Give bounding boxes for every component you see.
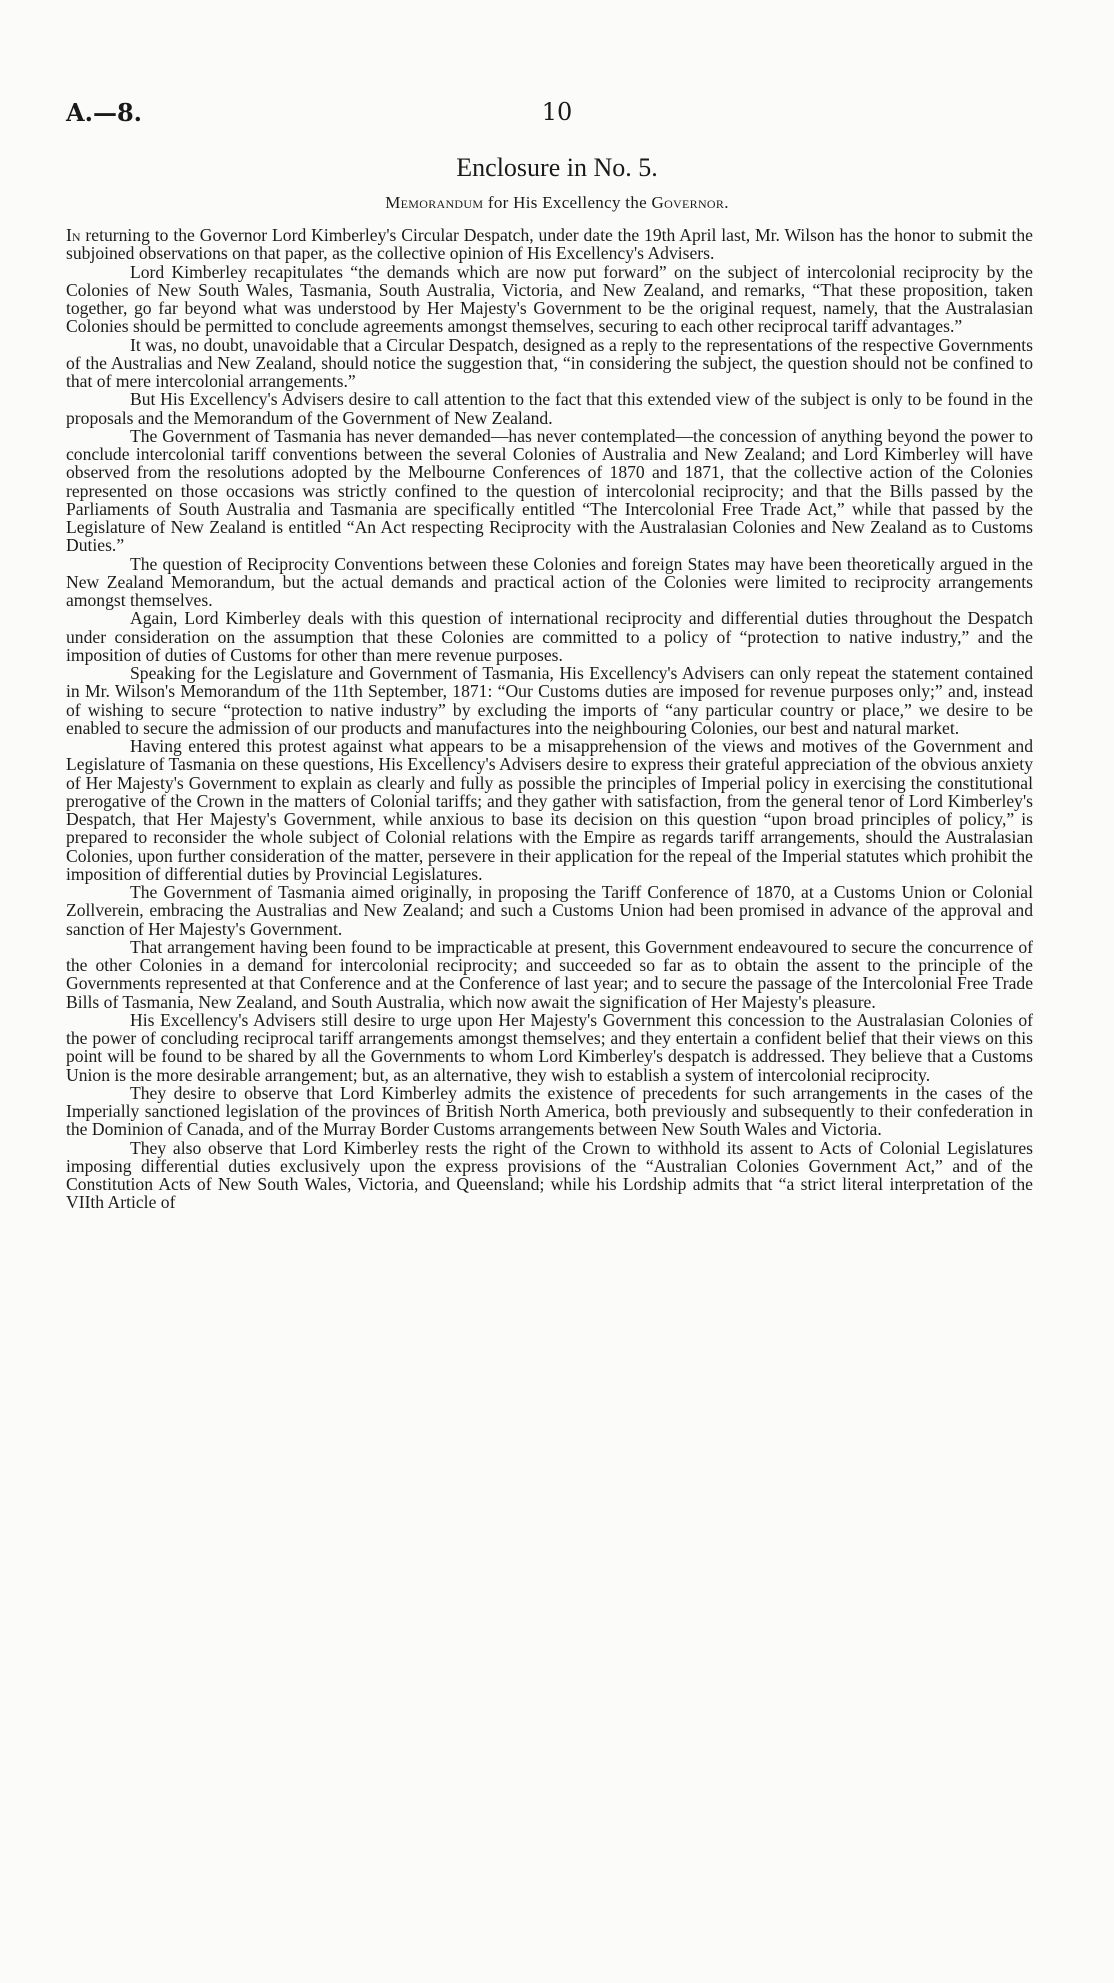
memo-heading (0, 193, 1114, 213)
paragraph: They also observe that Lord Kimberley rests the right of the Crown to withhold its assent to Acts of Colonial Legislatures imposing differential duties exclusively upon the express provisions of the “Australian Colonies Government Act,” and of the Constitution Acts of New South Wales, Victoria, and Queensland; while his Lordship admits that “a strict literal interpretation of the VIIth Article of (66, 1137, 1033, 1213)
enclosure-title: Enclosure in No. 5. (456, 153, 658, 182)
page-header (66, 98, 1048, 128)
paragraph: Again, Lord Kimberley deals with this question of international reciprocity and differential duties throughout the Despatch under consideration on the assumption that these Colonies are committed to a policy of “protection to native industry,” and the imposition of duties of Customs for other than mere revenue purposes. (66, 608, 1033, 665)
paragraph: They desire to observe that Lord Kimberley admits the existence of precedents for such arrangements in the cases of the Imperially sanctioned legislation of the provinces of British North America, both previously and subsequently to their confederation in the Dominion of Canada, and of the Murray Border Customs arrangements between New South Wales and Victoria. (66, 1082, 1033, 1140)
paragraph: It was, no doubt, unavoidable that a Circular Despatch, designed as a reply to the representations of the respective Governments of the Australias and New Zealand, should notice the suggestion that, “in considering the subject, the question should not be confined to that of mere intercolonial arrangements.” (66, 334, 1033, 391)
memo-heading-period: . (724, 193, 729, 212)
paragraph: But His Excellency's Advisers desire to call attention to the fact that this extended view of the subject is only to be found in the proposals and the Memorandum of the Government of New Zealand. (66, 389, 1033, 428)
memo-heading-addressee: for His Excellency the (483, 193, 652, 212)
paragraph: The question of Reciprocity Conventions between these Colonies and foreign States may have been theoretically argued in the New Zealand Memorandum, but the actual demands and practical action of the Colonies were limited to reciprocity arrangements amongst themselves. (66, 553, 1033, 610)
paragraph-text: returning to the Governor Lord Kimberley's Circular Despatch, under date the 19th April last, Mr. Wilson has the honor to submit the subjoined observations on that paper, as the collective opinion of His Excellency's Advisers. (66, 225, 1033, 264)
memo-heading-governor: Governor (651, 193, 725, 212)
paragraph: That arrangement having been found to be impracticable at present, this Government endeavoured to secure the concurrence of the other Colonies in a demand for intercolonial reciprocity; and succeeded so far as to obtain the assent to the principle of the Governments represented at that Conference and at the Conference of last year; and to secure the passage of the Intercolonial Free Trade Bills of Tasmania, New Zealand, and South Australia, which now await the signification of Her Majesty's pleasure. (66, 936, 1033, 1012)
paragraph: His Excellency's Advisers still desire to urge upon Her Majesty's Government this concession to the Australasian Colonies of the power of concluding reciprocal tariff arrangements amongst themselves; and they entertain a confident belief that their views on this point will be found to be shared by all the Governments to whom Lord Kimberley's despatch is addressed. They believe that a Customs Union is the more desirable arrangement; but, as an alternative, they wish to establish a system of intercolonial reciprocity. (66, 1009, 1033, 1085)
paragraph-lead-word: In (66, 225, 81, 245)
page-number: 10 (541, 98, 573, 126)
memo-body (66, 226, 1033, 1212)
paragraph: The Government of Tasmania has never demanded—has never contemplated—the concession of anything beyond the power to conclude intercolonial tariff conventions between the several Colonies of Australia and New Zealand; and Lord Kimberley will have observed from the resolutions adopted by the Melbourne Conferences of 1870 and 1871, that the collective action of the Colonies represented on those occasions was strictly confined to the question of intercolonial reciprocity; and that the Bills passed by the Parliaments of South Australia and Tasmania are specifically entitled “The Intercolonial Free Trade Act,” while that passed by the Legislature of New Zealand is entitled “An Act respecting Reciprocity with the Australasian Colonies and New Zealand as to Customs Duties.” (66, 425, 1033, 556)
memo-heading-memorandum: Memorandum (385, 193, 484, 212)
paragraph (66, 226, 1033, 263)
page-reference: A.—8. (66, 98, 143, 127)
paragraph: Speaking for the Legislature and Government of Tasmania, His Excellency's Advisers can only repeat the statement contained in Mr. Wilson's Memorandum of the 11th September, 1871: “Our Customs duties are imposed for revenue purposes only;” and, instead of wishing to secure “protection to native industry” by excluding the imports of “any particular country or place,” we desire to be enabled to secure the admission of our products and manufactures into the neighbouring Colonies, our best and natural market. (66, 663, 1033, 738)
paragraph: Lord Kimberley recapitulates “the demands which are now put forward” on the subject of intercolonial reciprocity by the Colonies of New South Wales, Tasmania, South Australia, Victoria, and New Zealand, and remarks, “That these proposition, taken together, go far beyond what was understood by Her Majesty's Government to be the original request, namely, that the Australasian Colonies should be permitted to conclude agreements amongst themselves, securing to each other reciprocal tariff advantages.” (66, 261, 1033, 337)
paragraph: Having entered this protest against what appears to be a misapprehension of the views and motives of the Government and Legislature of Tasmania on these questions, His Excellency's Advisers desire to express their grateful appreciation of the obvious anxiety of Her Majesty's Government to explain as clearly and fully as possible the principles of Imperial policy in exercising the constitutional prerogative of the Crown in the matters of Colonial tariffs; and they gather with satisfaction, from the general tenor of Lord Kimberley's Despatch, that Her Majesty's Government, while anxious to base its decision on this question “upon broad principles of policy,” is prepared to reconsider the whole subject of Colonial relations with the Empire as regards tariff arrangements, should the Australasian Colonies, upon further consideration of the matter, persevere in their application for the repeal of the Imperial statutes which prohibit the imposition of differential duties by Provincial Legislatures. (66, 736, 1033, 884)
paragraph: The Government of Tasmania aimed originally, in proposing the Tariff Conference of 1870, at a Customs Union or Colonial Zollverein, embracing the Australias and New Zealand; and such a Customs Union had been promised in advance of the approval and sanction of Her Majesty's Government. (66, 882, 1033, 939)
